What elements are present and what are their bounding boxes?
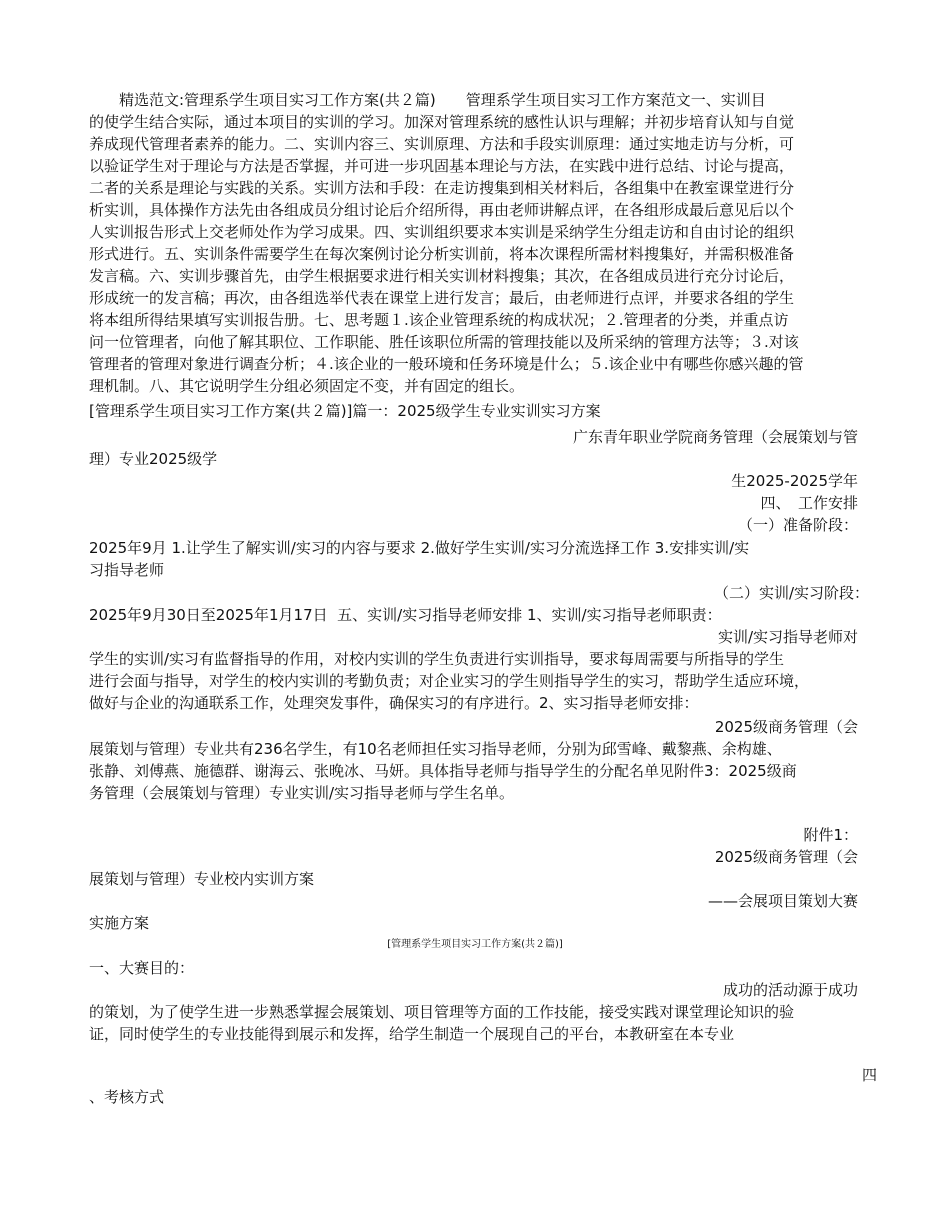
section-heading: 四、 工作安排	[760, 494, 858, 512]
center-heading: [管理系学生项目实习工作方案(共２篇)]	[387, 939, 563, 950]
intro-line: 形成统一的发言稿；再次，由各组选举代表在课堂上进行发言；最后，由老师进行点评，并要求各组的学生	[89, 289, 795, 307]
stage-text-cont: 习指导老师	[89, 561, 165, 579]
duty-lead: 实训/实习指导老师对	[717, 628, 858, 646]
college-line: 广东青年职业学院商务管理（会展策划与管	[572, 428, 858, 446]
exam-heading: 、考核方式	[89, 1088, 165, 1106]
intro-line: 精选范文:管理系学生项目实习工作方案(共２篇) 管理系学生项目实习工作方案范文一、实训目	[89, 91, 766, 109]
duty-line: 进行会面与指导，对学生的校内实训的考勤负责；对企业实习的学生则指导学生的实习，帮助学生适应环境，	[89, 672, 810, 690]
part-heading: [管理系学生项目实习工作方案(共２篇)]篇一：2025级学生专业实训实习方案	[89, 402, 601, 420]
intro-line: 以验证学生对于理论与方法是否掌握，并可进一步巩固基本理论与方法，在实践中进行总结、讨论与提高，	[89, 157, 795, 175]
exam-lead: 四	[861, 1066, 877, 1084]
intro-line: 二者的关系是理论与实践的关系。实训方法和手段：在走访搜集到相关材料后，各组集中在教室课堂进行分	[89, 179, 795, 197]
attachment-title: 2025级商务管理（会	[714, 848, 858, 866]
term-line: 生2025-2025学年	[731, 472, 858, 490]
intro-line: 将本组所得结果填写实训报告册。七、思考题１.该企业管理系统的构成状况；２.管理者的分类，并重点访	[89, 311, 789, 329]
goal-line: 的策划，为了使学生进一步熟悉掌握会展策划、项目管理等方面的工作技能，接受实践对课堂理论知识的验	[89, 1003, 795, 1021]
goal-line: 证，同时使学生的专业技能得到展示和发挥，给学生制造一个展现自己的平台，本教研室在本专业	[89, 1025, 735, 1043]
intro-line: 管理者的管理对象进行调查分析；４.该企业的一般环境和任务环境是什么；５.该企业中有哪些你感兴趣的管	[89, 355, 804, 373]
goal-lead: 成功的活动源于成功	[722, 981, 858, 999]
intro-line: 人实训报告形式上交老师处作为学习成果。四、实训组织要求本实训是采纳学生分组走访和自由讨论的组织	[89, 223, 795, 241]
arrange-line: 展策划与管理）专业共有236名学生，有10名老师担任实习指导老师，分别为邱雪峰、戴黎燕、余构雄、	[89, 740, 782, 758]
stage-text: 2025年9月 1.让学生了解实训/实习的内容与要求 2.做好学生实训/实习分流选择工作 3.安排实训/实	[89, 539, 750, 557]
arrange-line: 务管理（会展策划与管理）专业实训/实习指导老师与学生名单。	[89, 784, 515, 802]
intro-line: 问一位管理者，向他了解其职位、工作职能、胜任该职位所需的管理技能以及所采纳的管理方法等；３.对该	[89, 333, 799, 351]
intro-line: 养成现代管理者素养的能力。二、实训内容三、实训原理、方法和手段实训原理：通过实地走访与分析，可	[89, 135, 795, 153]
stage-heading: （一）准备阶段：	[737, 516, 858, 534]
intro-line: 理机制。八、其它说明学生分组必须固定不变，并有固定的组长。	[89, 377, 525, 395]
intro-line: 的使学生结合实际，通过本项目的实训的学习。加深对管理系统的感性认识与理解；并初步培育认知与自觉	[89, 113, 795, 131]
goal-heading: 一、大赛目的：	[89, 959, 195, 977]
attachment-label: 附件1：	[803, 826, 858, 844]
attachment-title-cont: 展策划与管理）专业校内实训方案	[89, 870, 315, 888]
college-line-cont: 理）专业2025级学	[89, 450, 218, 468]
intro-line: 析实训，具体操作方法先由各组成员分组讨论后介绍所得，再由老师讲解点评，在各组形成最后意见后以个	[89, 201, 795, 219]
arrange-line: 张静、刘傅燕、施德群、谢海云、张晚冰、马妍。具体指导老师与指导学生的分配名单见附件3：2025级商	[89, 762, 797, 780]
subtitle: ——会展项目策划大赛	[707, 892, 858, 910]
stage-heading: （二）实训/实习阶段：	[713, 584, 869, 602]
arrange-lead: 2025级商务管理（会	[714, 718, 858, 736]
stage-text: 2025年9月30日至2025年1月17日 五、实训/实习指导老师安排 1、实训/实习指导老师职责：	[89, 606, 722, 624]
intro-line: 发言稿。六、实训步骤首先，由学生根据要求进行相关实训材料搜集；其次，在各组成员进行充分讨论后，	[89, 267, 795, 285]
intro-line: 形式进行。五、实训条件需要学生在每次案例讨论分析实训前，将本次课程所需材料搜集好，并需积极准备	[89, 245, 795, 263]
duty-line: 做好与企业的沟通联系工作，处理突发事件，确保实习的有序进行。2、实习指导老师安排：	[89, 694, 699, 712]
duty-line: 学生的实训/实习有监督指导的作用，对校内实训的学生负责进行实训指导，要求每周需要与所指导的学生	[89, 650, 785, 668]
subtitle-cont: 实施方案	[89, 914, 150, 932]
